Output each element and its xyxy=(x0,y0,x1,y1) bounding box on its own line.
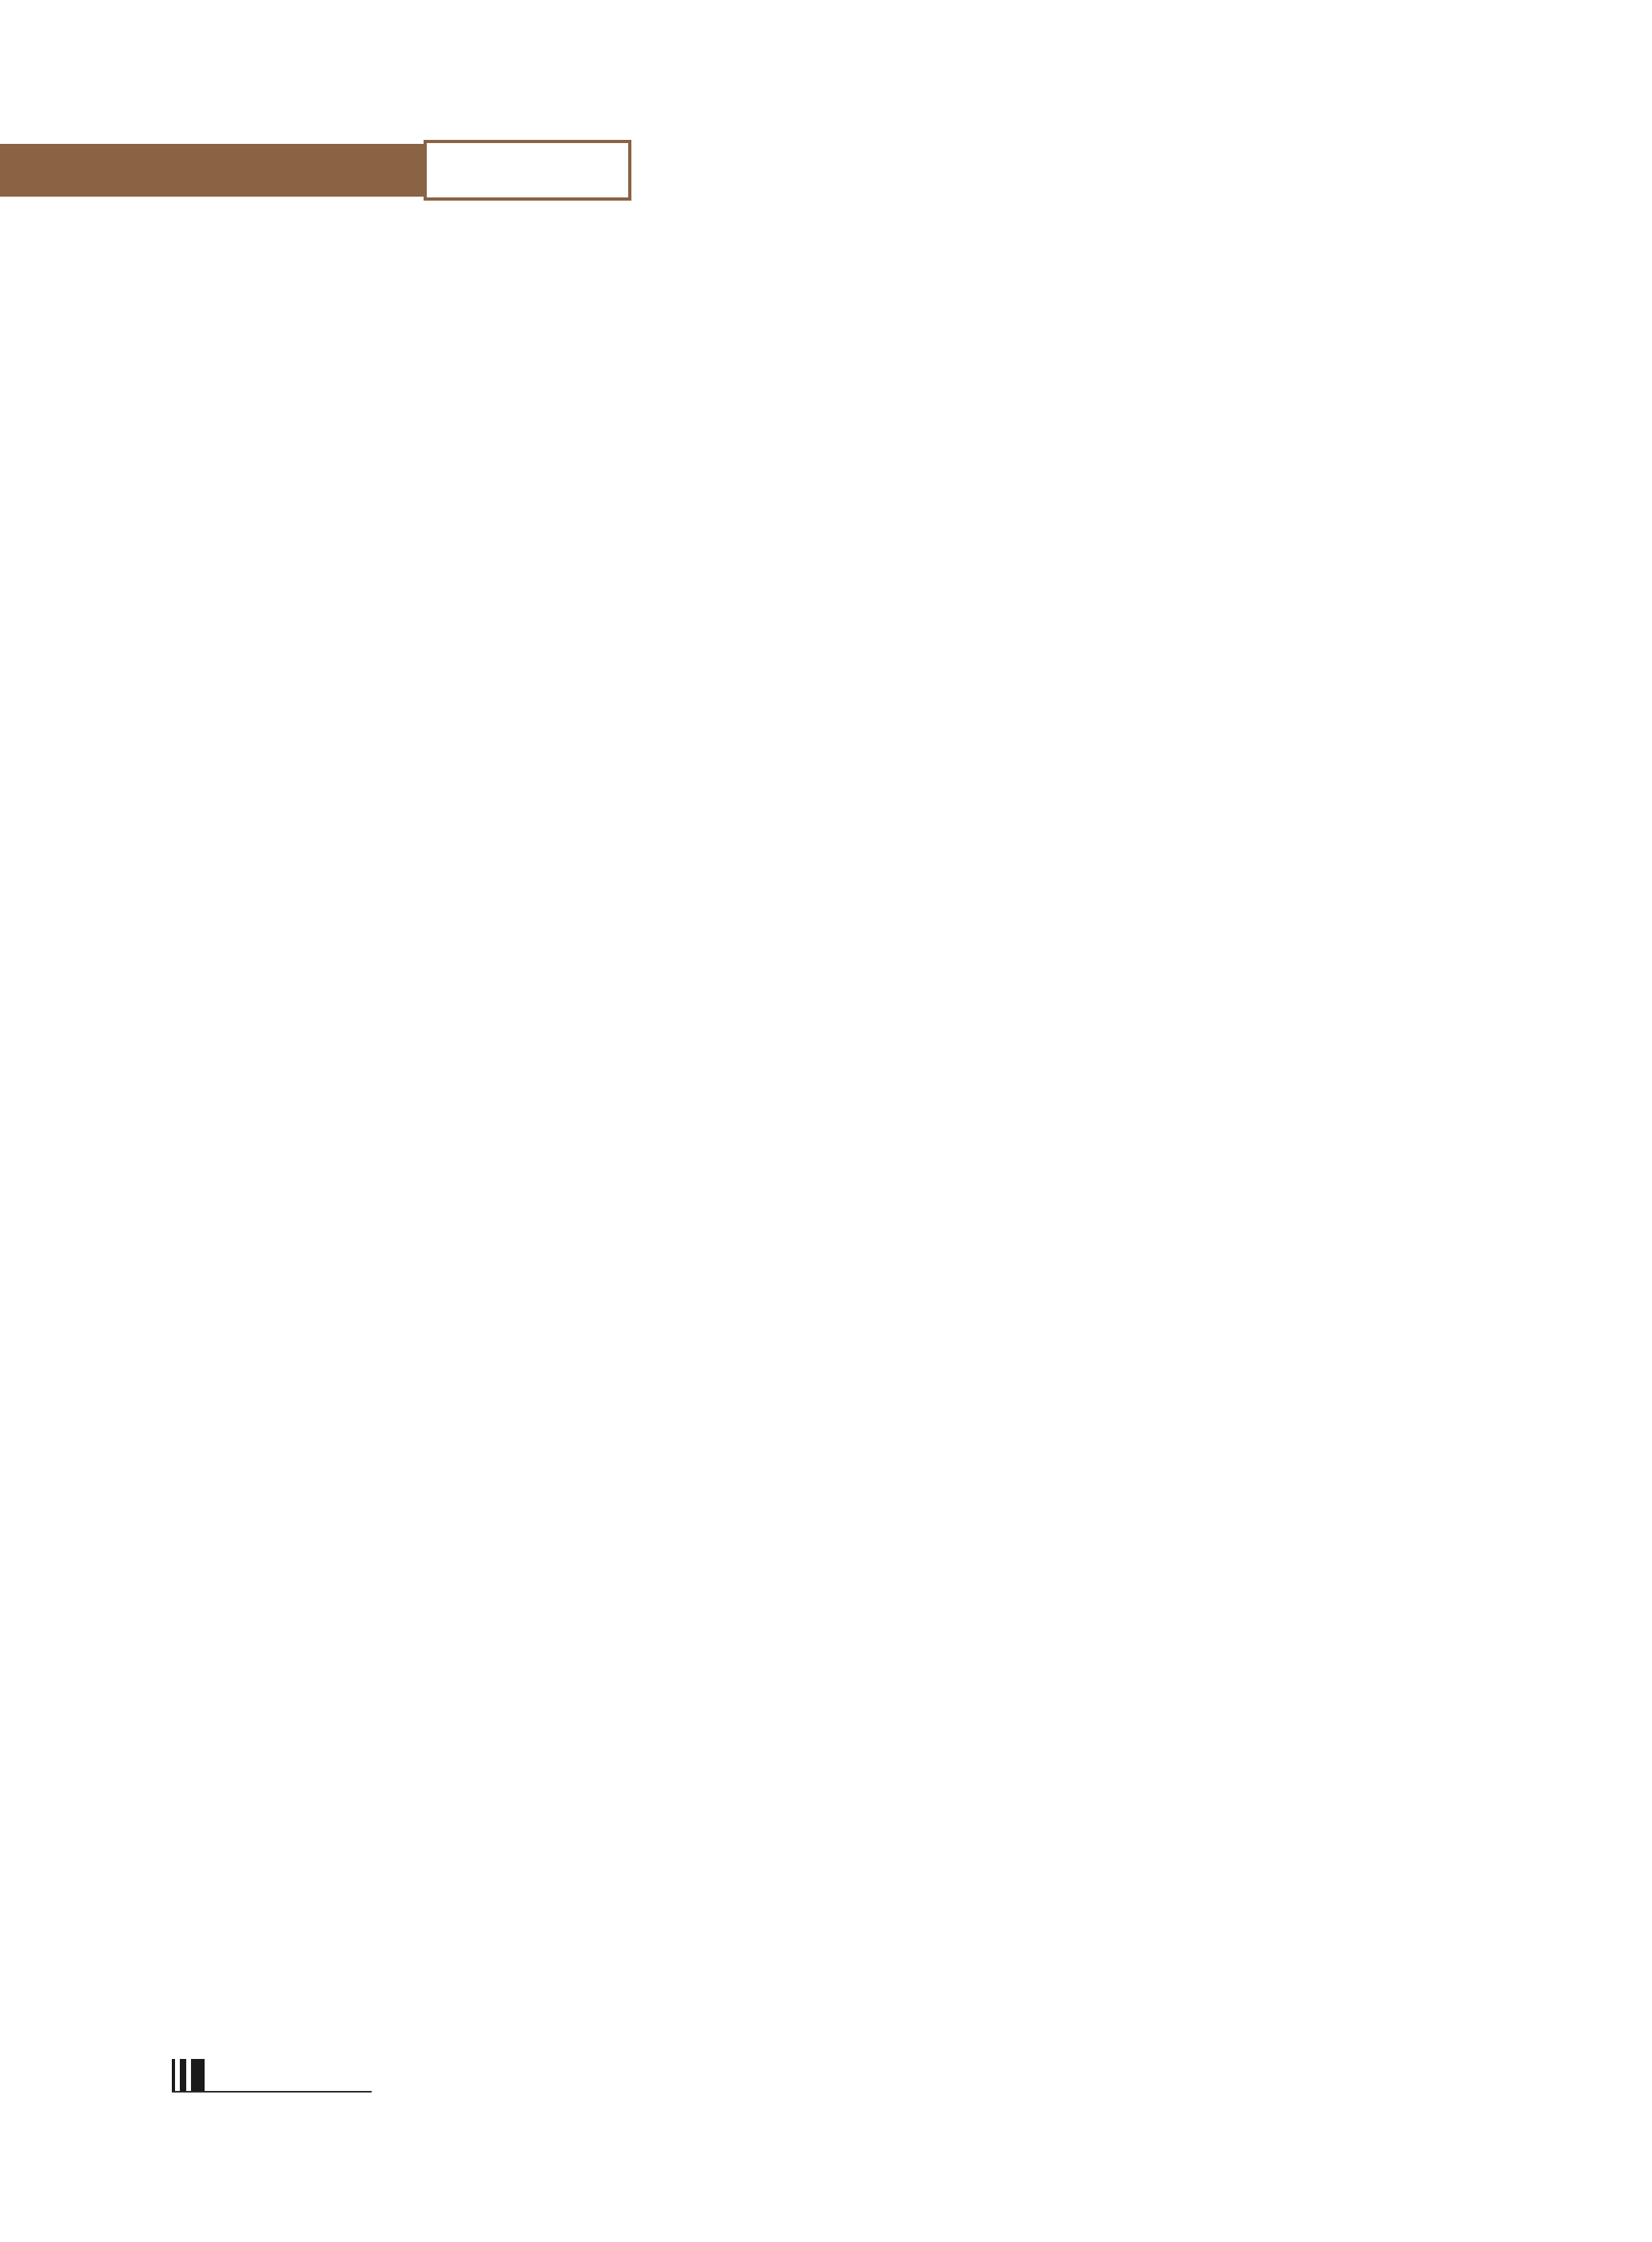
figure3-caption xyxy=(847,635,1471,668)
footer-bar-icon xyxy=(180,2059,186,2091)
figure3-chart-svg xyxy=(859,305,1443,613)
masthead-bar xyxy=(0,144,424,197)
figure4-chart-svg xyxy=(871,1592,1547,1898)
figure2-process-attenuation-chart xyxy=(205,364,770,655)
footer-bar-icon xyxy=(172,2059,175,2091)
figure2-chart-svg xyxy=(205,364,770,651)
figure3-tensile-performance-chart xyxy=(859,305,1443,617)
footer-bar-icon xyxy=(191,2059,205,2091)
figure2-caption xyxy=(200,663,807,697)
table3-caption-line1 xyxy=(168,917,839,950)
body-text-line xyxy=(200,306,807,340)
table4-caption xyxy=(847,680,1471,714)
figure4-core-attenuation-chart xyxy=(871,1592,1547,1902)
footer-rule xyxy=(172,2091,372,2093)
figure4-caption xyxy=(857,1911,1543,1945)
column-tag-box xyxy=(424,140,631,201)
table3-caption-line2 xyxy=(200,967,807,1001)
